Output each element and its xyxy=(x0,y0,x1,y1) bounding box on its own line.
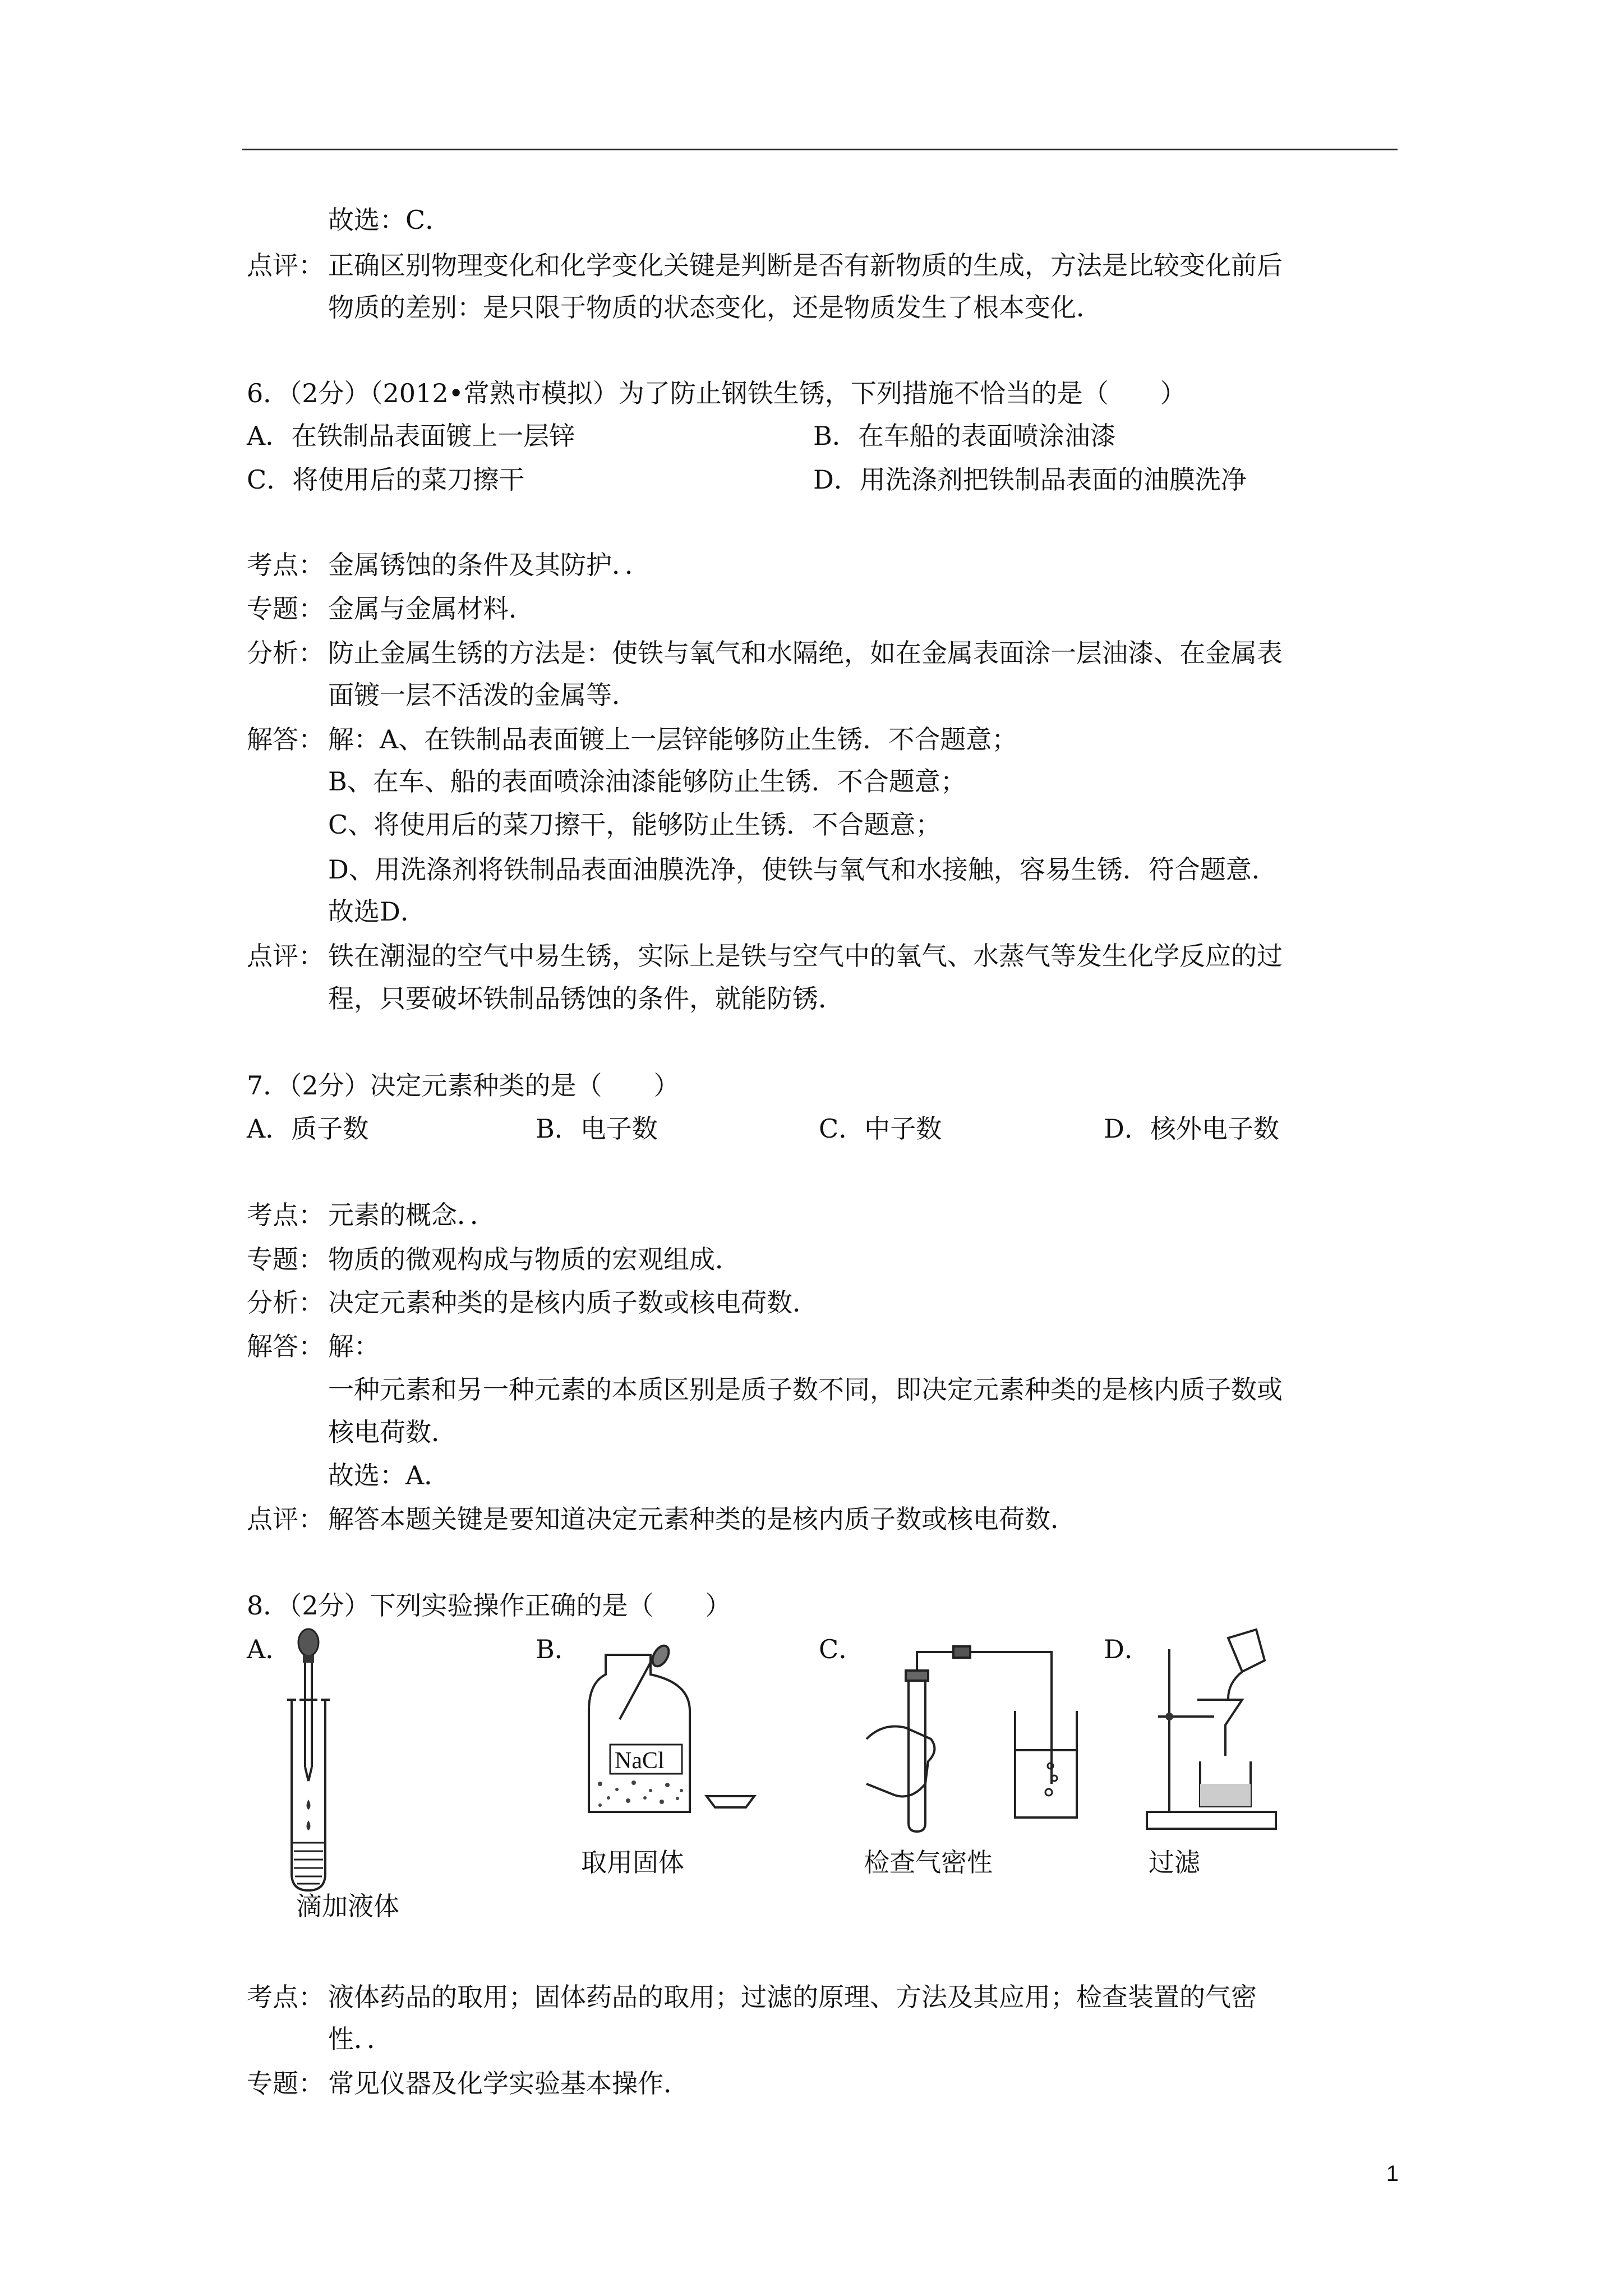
q6-stem: 6．（2分）（2012•常熟市模拟）为了防止钢铁生锈，下列措施不恰当的是（ ） xyxy=(247,378,1186,408)
q8-option-c: C． xyxy=(819,1634,865,1664)
q6-fenxi-cont: 面镀一层不活泼的金属等． xyxy=(328,680,638,710)
q6-jieda-b: B、在车、船的表面喷涂油漆能够防止生锈．不合题意； xyxy=(328,766,966,797)
q7-option-c: C．中子数 xyxy=(819,1114,942,1144)
q5-answer: 故选：C． xyxy=(328,205,451,235)
q7-kaodian: 考点： 元素的概念．． xyxy=(247,1200,496,1230)
q5-comment: 点评： 正确区别物理变化和化学变化关键是判断是否有新物质的生成，方法是比较变化前后 xyxy=(247,249,1283,282)
nacl-label: NaCl xyxy=(615,1748,665,1774)
q6-zhuanti: 专题： 金属与金属材料． xyxy=(247,593,534,624)
q7-zhuanti: 专题： 物质的微观构成与物质的宏观组成． xyxy=(247,1244,741,1274)
q8-option-a: A． xyxy=(247,1634,292,1664)
q7-option-d: D．核外电子数 xyxy=(1104,1114,1279,1144)
reagent-bottle-illustration xyxy=(578,1644,763,1823)
q6-comment-cont: 程，只要破坏铁制品锈蚀的条件，就能防锈． xyxy=(328,983,844,1014)
q8-stem: 8．（2分）下列实验操作正确的是（ ） xyxy=(247,1590,731,1621)
q8-caption-b: 取用固体 xyxy=(581,1847,684,1878)
q8-zhuanti: 专题： 常见仪器及化学实验基本操作． xyxy=(247,2068,689,2099)
q6-kaodian: 考点： 金属锈蚀的条件及其防护．． xyxy=(247,550,651,580)
q7-jieda-body: 一种元素和另一种元素的本质区别是质子数不同，即决定元素种类的是核内质子数或 xyxy=(328,1374,1283,1405)
q7-comment: 点评： 解答本题关键是要知道决定元素种类的是核内质子数或核电荷数． xyxy=(247,1504,1076,1534)
q6-option-a: A．在铁制品表面镀上一层锌 xyxy=(247,421,575,451)
comment-label: 点评： xyxy=(247,250,324,280)
q8-kaodian-cont: 性．． xyxy=(328,2024,393,2054)
q6-jieda: 解答： 解：A、在铁制品表面镀上一层锌能够防止生锈．不合题意； xyxy=(247,724,1018,754)
q8-caption-d: 过滤 xyxy=(1149,1847,1200,1878)
q8-option-d: D． xyxy=(1104,1634,1150,1664)
q7-jieda: 解答： 解： xyxy=(247,1331,380,1361)
q8-option-b: B． xyxy=(536,1634,580,1664)
q7-jieda-answer: 故选：A． xyxy=(328,1460,450,1490)
q6-comment: 点评： 铁在潮湿的空气中易生锈，实际上是铁与空气中的氧气、水蒸气等发生化学反应的过 xyxy=(247,941,1283,971)
q6-option-c: C．将使用后的菜刀擦干 xyxy=(247,464,525,495)
q8-caption-c: 检查气密性 xyxy=(864,1847,993,1878)
q7-stem: 7．（2分）决定元素种类的是（ ） xyxy=(247,1070,680,1101)
airtightness-check-illustration xyxy=(861,1638,1085,1840)
q7-option-a: A．质子数 xyxy=(247,1114,369,1144)
dropper-test-tube-illustration xyxy=(275,1627,342,1896)
q6-jieda-c: C、将使用后的菜刀擦干，能够防止生锈．不合题意； xyxy=(328,809,942,840)
q8-kaodian: 考点： 液体药品的取用；固体药品的取用；过滤的原理、方法及其应用；检查装置的气密 xyxy=(247,1982,1257,2012)
filtration-illustration xyxy=(1144,1627,1279,1834)
q6-option-b: B．在车船的表面喷涂油漆 xyxy=(813,421,1116,451)
page-number: 1 xyxy=(1386,2161,1399,2186)
header-rule xyxy=(242,149,1398,150)
q7-jieda-body-cont: 核电荷数． xyxy=(328,1417,457,1447)
q5-comment-cont: 物质的差别：是只限于物质的状态变化，还是物质发生了根本变化． xyxy=(328,292,1102,323)
q7-option-b: B．电子数 xyxy=(536,1114,658,1144)
q8-caption-a: 滴加液体 xyxy=(296,1891,399,1921)
q6-option-d: D．用洗涤剂把铁制品表面的油膜洗净 xyxy=(813,464,1247,495)
q6-jieda-answer: 故选D． xyxy=(328,896,426,927)
q7-fenxi: 分析： 决定元素种类的是核内质子数或核电荷数． xyxy=(247,1287,818,1318)
q6-jieda-d: D、用洗涤剂将铁制品表面油膜洗净，使铁与氧气和水接触，容易生锈．符合题意． xyxy=(328,854,1278,885)
q6-fenxi: 分析： 防止金属生锈的方法是：使铁与氧气和水隔绝，如在金属表面涂一层油漆、在金属表 xyxy=(247,638,1283,668)
